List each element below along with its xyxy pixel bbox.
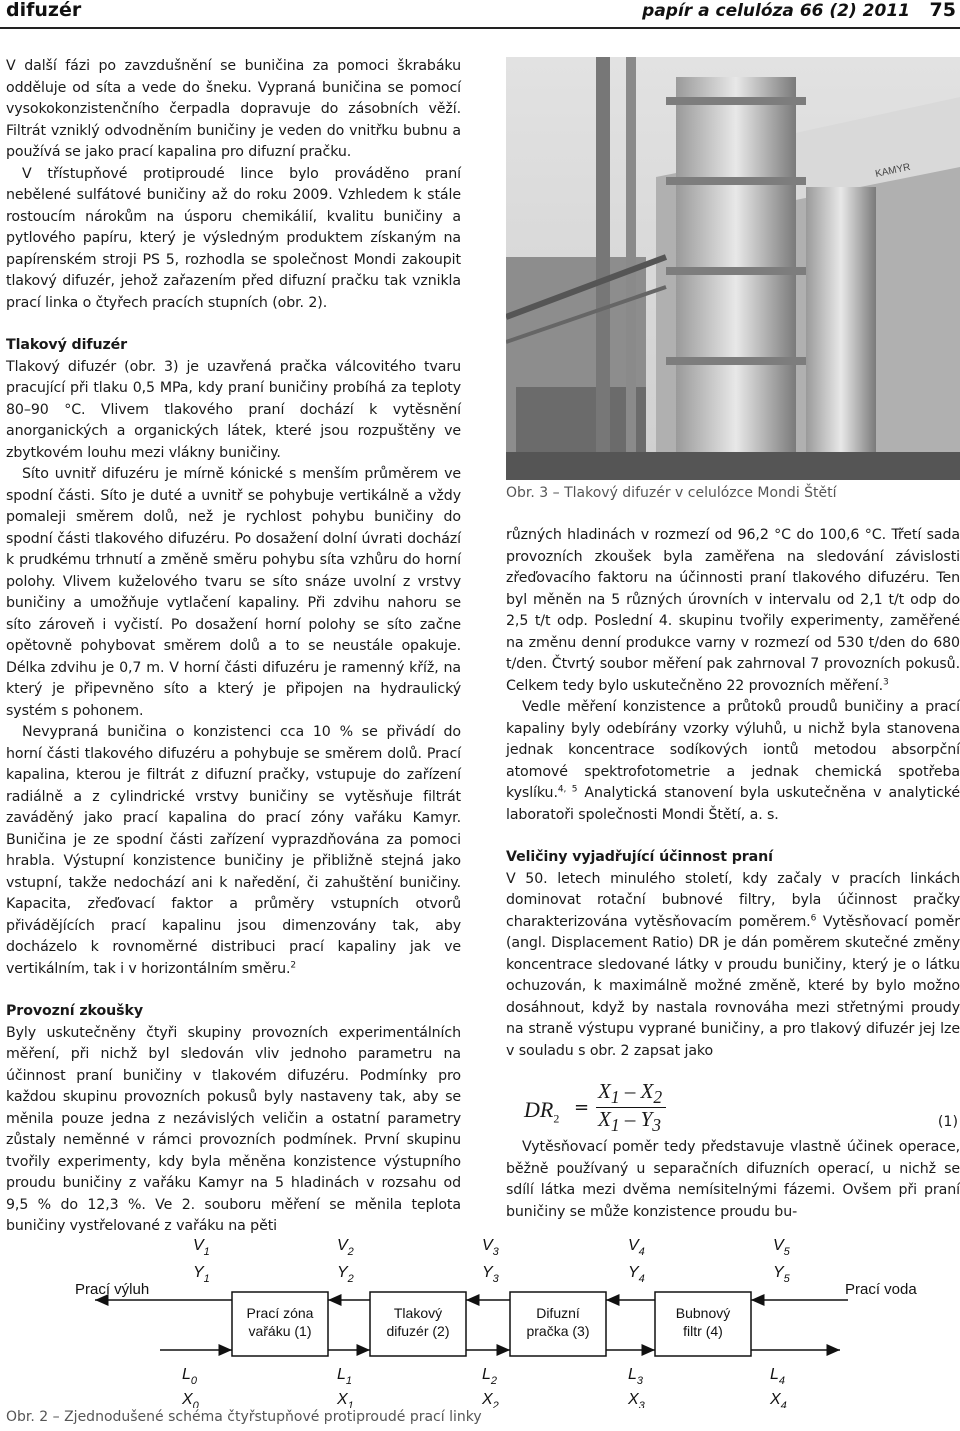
reference-marker: 2: [290, 959, 297, 970]
flow-symbol: $V_4$: [628, 1237, 645, 1258]
paragraph-text: Vytěsňovací poměr (angl. Displacement Ratio) DR je dán poměrem skutečné změny koncentrace sledované látky v proudu buničiny, který je o látku ochuzován, k maximálně možné změně, které by bylo možno dosáhnout, když by nastala rovnováha mezi střetnými proudy na straně výstupu vyprané buničiny, a pro tlakový difuzér jej lze v souladu s obr. 2 zapsat jako: [506, 913, 960, 1059]
paragraph: [506, 869, 960, 1063]
stage-label: difuzér (2): [386, 1323, 450, 1339]
left-column: [6, 56, 461, 1238]
paragraph: V další fázi po zavzdušnění se buničina za pomoci škrabáku odděluje od síta a vede do šneku. Vypraná buničina se pomocí vysokokonzistenčního čerpadla dopravuje do zásobních věží. Filtrát vzniklý odvodněním buničiny je veden do vnitřku bubnu a používá se jako prací kapalina pro difuzní pračku.: [6, 58, 461, 160]
formula-symbol: X: [640, 1079, 654, 1103]
paragraph-text: Analytická stanovení byla uskutečněna v analytické laboratoři společnosti Mondi Štětí, a. s.: [506, 785, 960, 823]
flow-symbol: $V_3$: [482, 1237, 499, 1258]
flow-symbol: $Y_4$: [628, 1264, 645, 1285]
paragraph-text: Vedle měření konzistence a průtoků proudů buničiny a prací kapaliny byly odebírány vzorky výluhů, u nichž byla stanovena jednak koncentrace sodíkových iontů metodou absorpční atomové spektrofotometrie a jednak chemická spotřeba kyslíku.: [506, 699, 960, 801]
flow-symbol: $X_4$: [770, 1391, 787, 1408]
page-header: [0, 0, 960, 26]
flow-symbol: $Y_1$: [193, 1264, 210, 1285]
section-heading: Tlakový difuzér: [6, 337, 128, 353]
formula-subscript: 1: [610, 1115, 620, 1136]
diffuser-photo: [506, 57, 960, 480]
paragraph: Síto uvnitř difuzéru je mírně kónické s menším průměrem ve spodní části. Síto je duté a uvnitř se pohybuje vertikálně a vždy pomaleji směrem dolů, než je rychlost pohybu buničiny do spodní části tlakového difuzéru. Po dosažení dolní úvrati dochází k prudkému trhnutí a změně směru pohybu síta vzhůru do horní polohy. Vlivem kuželového tvaru se síto snáze uvolní z vrstvy buničiny a umožňuje vytlačení kapaliny. Při zdvihu nahoru se síto zároveň i vyčistí. Po dosažení horní polohy se síto začne opětovně pohybovat směrem dolů a to se neustále opakuje. Délka zdvihu je 0,7 m. V horní části difuzéru je ramenný kříž, na který je připevněno síto a který je připojen na hydraulický systém s pohonem.: [6, 466, 461, 719]
reference-marker: 4, 5: [557, 784, 578, 795]
right-column: [506, 525, 960, 1062]
formula-subscript: 2: [553, 1111, 560, 1126]
flow-symbol: $V_1$: [193, 1237, 210, 1258]
formula-symbol: DR: [524, 1097, 554, 1122]
figure-caption: Obr. 2 – Zjednodušené schéma čtyřstupňové protiproudé prací linky: [6, 1409, 482, 1425]
outlet-label: Prací voda: [845, 1281, 917, 1298]
flow-symbol: $L_0$: [182, 1366, 198, 1387]
reference-marker: 3: [883, 676, 889, 687]
flow-symbol: $L_1$: [337, 1366, 353, 1387]
paragraph-text: různých hladinách v rozmezí od 96,2 °C do 100,6 °C. Třetí sada provozních zkoušek byla zaměřena na sledování závislosti zřeďovacího faktoru na účinnosti praní tlakového difuzéru. Ten byl měněn na 5 různých úrovních v intervalu od 2,1 t/t odp do 2,5 t/t odp. Poslední 4. skupinu tvořily experimenty, zaměřené na změnu denní produkce varny v rozmezí od 530 t/den do 680 t/den. Čtvrtý soubor měření pak zahrnoval 7 provozních pokusů. Celkem tedy bylo uskutečněno 22 provozních měření.: [506, 527, 960, 694]
flow-symbol: $Y_3$: [482, 1264, 499, 1285]
equation-number: (1): [937, 1114, 958, 1130]
paragraph: Byly uskutečněny čtyři skupiny provozních experimentálních měření, při nichž byl sledován vliv jednoho parametru na účinnost praní buničiny v tlakovém difuzéru. Podmínky pro každou skupinu provozních pokusů byly nastaveny tak, aby se měnila pouze jedna z nezávislých veličin a ostatní parametry zůstaly neměnné v rámci provozních podmínek. První skupinu tvořily experimenty, kdy byla měněna konzistence výstupního proudu buničiny z vařáku Kamyr na 5 hladinách v rozsahu od 9,5 % do 12,3 %. Ve 2. souboru měření se měnila teplota buničiny vystřelované z vařáku na pěti: [6, 1024, 461, 1234]
flow-symbol: $Y_5$: [773, 1264, 790, 1285]
paragraph: [6, 722, 461, 980]
flow-symbol: $L_3$: [628, 1366, 644, 1387]
formula-symbol: X: [598, 1079, 611, 1103]
equation-1: [506, 1077, 960, 1137]
formula-denominator: [598, 1107, 661, 1136]
flow-symbol: $V_2$: [337, 1237, 354, 1258]
wash-line-diagram: [0, 1222, 960, 1408]
formula-symbol: X: [598, 1107, 611, 1131]
flow-symbol: $L_2$: [482, 1366, 498, 1387]
section-title: difuzér: [6, 0, 82, 21]
formula-operator: –: [619, 1107, 641, 1131]
stage-label: Difuzní: [536, 1305, 580, 1321]
paragraph: [506, 697, 960, 826]
journal-title: papír a celulóza 66 (2) 2011: [642, 1, 910, 21]
formula-operator: –: [619, 1079, 641, 1103]
inlet-label: Prací výluh: [75, 1281, 150, 1298]
formula-subscript: 3: [652, 1115, 662, 1136]
reference-marker: 6: [810, 912, 817, 923]
section-heading: Veličiny vyjadřující účinnost praní: [506, 849, 773, 865]
formula-symbol: Y: [640, 1107, 653, 1131]
paragraph: Tlakový difuzér (obr. 3) je uzavřená pračka válcovitého tvaru pracující při tlaku 0,5 MPa, kdy praní buničiny probíhá za teploty 80–90 °C. Vlivem tlakového praní dochází k vytěsnění anorganických a organických látek, které jsou rozpuštěny ve zbytkovém louhu mezi vlákny buničiny.: [6, 358, 461, 461]
formula-equals: =: [574, 1097, 590, 1118]
formula-numerator: [598, 1079, 662, 1108]
formula-subscript: 1: [610, 1087, 620, 1108]
paragraph: Vytěsňovací poměr tedy představuje vlastně účinek operace, běžně používaný u separačních difuzních operací, u nichž se sdílí látka mezi dvěma nemísitelnými fázemi. Ovšem při praní buničiny se může konzistence proudu bu-: [506, 1139, 960, 1220]
stage-label: pračka (3): [526, 1323, 590, 1339]
header-rule: [0, 27, 960, 29]
flow-symbol: $X_1$: [337, 1391, 354, 1408]
flow-symbol: $V_5$: [773, 1237, 790, 1258]
stage-label: Tlakový: [393, 1305, 443, 1321]
flow-symbol: $X_0$: [182, 1391, 199, 1408]
right-column-continued: [506, 1137, 960, 1223]
formula-subscript: 2: [653, 1087, 663, 1108]
flow-symbol: $X_2$: [482, 1391, 499, 1408]
figure-caption: Obr. 3 – Tlakový difuzér v celulózce Mondi Štětí: [506, 485, 837, 501]
svg-text:KAMYR: KAMYR: [874, 161, 912, 180]
formula-lhs: [524, 1097, 559, 1126]
stage-label: Bubnový: [675, 1305, 731, 1321]
page-number: 75: [929, 0, 956, 21]
stage-label: vařáku (1): [248, 1323, 312, 1339]
paragraph: [506, 525, 960, 697]
flow-symbol: $Y_2$: [337, 1264, 354, 1285]
paragraph-text: Nevypraná buničina o konzistenci cca 10 % se přivádí do horní části tlakového difuzéru a pohybuje se směrem dolů. Prací kapalina, kterou je filtrát z difuzní pračky, vstupuje do zařízení radiálně a z cylindrické vrstvy buničiny se vytěsňuje filtrát zaváděný jako prací kapalina do prací zóny vařáku Kamyr. Buničina je ze spodní části zařízení vyprazdňována za pomoci hrabla. Výstupní konzistence buničiny je přibližně stejná jako vstupní, takže nedochází ani k naředění, či zahuštění buničiny. Kapacita, zřeďovací faktor a průměry vstupních otvorů přivádějících prací kapalinu jsou dimenzovány tak, aby docházelo k rovnoměrné distribuci prací kapaliny jak ve vertikálním, tak i v horizontálním směru.: [6, 724, 461, 977]
paragraph: V třístupňové protiproudé lince bylo prováděno praní nebělené sulfátové buničiny až do roku 2009. Vzhledem k stále rostoucím nárokům na úsporu chemikálií, kvalitu buničiny a pytlového papíru, který je výsledným produktem získaným na papírenském stroji PS 5, rozhodla se společnost Mondi zakoupit tlakový difuzér, jehož zařazením před difuzní pračku tak vznikla prací linka o čtyřech pracích stupních (obr. 2).: [6, 165, 461, 311]
flow-symbol: $L_4$: [770, 1366, 786, 1387]
section-heading: Provozní zkoušky: [6, 1003, 143, 1019]
stage-label: filtr (4): [683, 1323, 723, 1339]
flow-symbol: $X_3$: [628, 1391, 645, 1408]
stage-label: Prací zóna: [246, 1305, 314, 1321]
paragraph-text: V 50. letech minulého století, kdy začaly v pracích linkách dominovat rotační bubnové filtry, byla účinnost pračky charakterizována vytěsňovacím poměrem.: [506, 870, 960, 930]
